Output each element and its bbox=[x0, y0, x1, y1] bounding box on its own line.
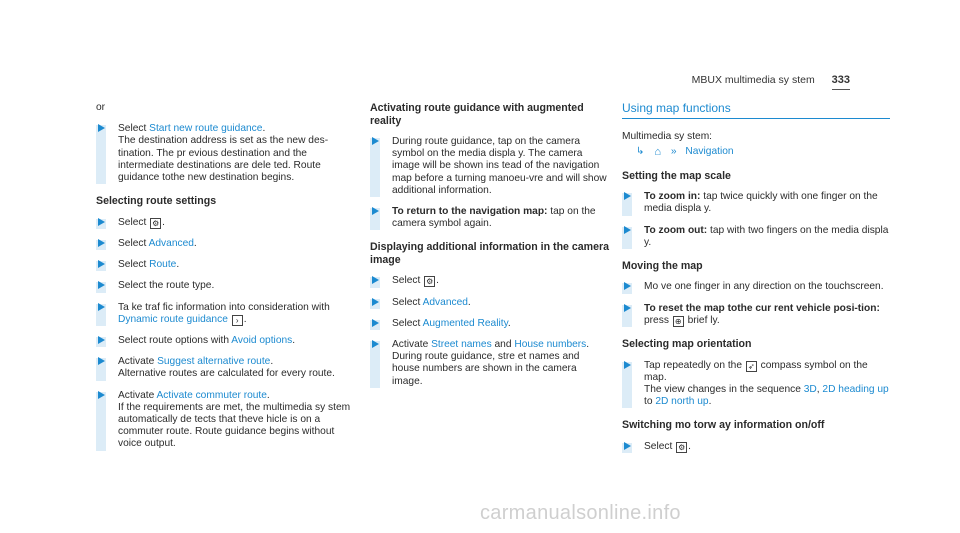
column-2 bbox=[370, 102, 610, 388]
heading-map-scale: Setting the map scale bbox=[622, 169, 731, 182]
route-link[interactable]: Route bbox=[149, 259, 177, 271]
step-zoom-in: To zoom in: tap twice quickly with one finger on the media displa y. bbox=[622, 191, 890, 215]
or-text: or bbox=[96, 102, 106, 113]
watermark: carmanualsonline.info bbox=[480, 502, 681, 524]
section-title: Using map functions bbox=[622, 102, 890, 119]
step-select-gear-3: Select ⚙ . bbox=[622, 441, 890, 453]
step-arrow-icon bbox=[372, 207, 379, 215]
view-2d-north-link[interactable]: 2D north up bbox=[655, 396, 709, 408]
heading-route-settings: Selecting route settings bbox=[96, 195, 217, 208]
step-arrow-icon bbox=[98, 239, 105, 247]
step-arrow-icon bbox=[624, 226, 631, 234]
step-zoom-out: To zoom out: tap with two fingers on the media displa y. bbox=[622, 225, 890, 249]
step-traffic: Ta ke traf fic information into consideration with Dynamic route guidance › . bbox=[96, 302, 358, 326]
column-1 bbox=[96, 102, 358, 451]
augmented-reality-link[interactable]: Augmented Reality bbox=[422, 317, 508, 329]
commuter-route-link[interactable]: Activate commuter route bbox=[156, 389, 267, 401]
step-arrow-icon bbox=[98, 303, 105, 311]
step-arrow-icon bbox=[98, 218, 105, 226]
step-move-map: Mo ve one finger in any direction on the touchscreen. bbox=[622, 281, 890, 293]
house-numbers-link[interactable]: House numbers bbox=[514, 339, 587, 351]
column-3 bbox=[622, 102, 890, 453]
step-camera: During route guidance, tap on the camera symbol on the media displa y. The camera image will be shown ins tead of the navigation map before a turning manoeu-vre and will show additional information. bbox=[370, 136, 610, 197]
intro-text: Multimedia sy stem: bbox=[622, 131, 713, 143]
step-select-advanced: Select Advanced. bbox=[96, 238, 358, 250]
step-arrow-icon bbox=[98, 357, 105, 365]
step-arrow-icon bbox=[624, 361, 631, 369]
step-arrow-icon bbox=[372, 298, 379, 306]
page-number: 333 bbox=[831, 74, 850, 86]
page-header bbox=[692, 74, 850, 86]
step-select-gear: Select ⚙ . bbox=[96, 217, 358, 229]
step-arrow-icon bbox=[98, 281, 105, 289]
step-arrow-icon bbox=[624, 442, 631, 450]
step-arrow-icon bbox=[372, 137, 379, 145]
alternative-route-link[interactable]: Suggest alternative route bbox=[157, 356, 271, 368]
step-return-map: To return to the navigation map: tap on the camera symbol again. bbox=[370, 206, 610, 230]
step-arrow-icon bbox=[98, 260, 105, 268]
step-arrow-icon bbox=[372, 319, 379, 327]
gear-icon[interactable]: ⚙ bbox=[678, 442, 686, 452]
advanced-link-2[interactable]: Advanced bbox=[422, 296, 468, 308]
heading-additional-info: Displaying additional information in the camera image bbox=[370, 241, 609, 266]
step-augmented-reality: Select Augmented Reality. bbox=[370, 318, 610, 330]
path-arrow-icon: ↳ bbox=[636, 146, 645, 158]
step-commuter-route: Activate Activate commuter route. If the requirements are met, the multimedia sy stem automatically de tects that theve hicle is on a commuter route. Route guidance begins without voice output. bbox=[96, 390, 358, 451]
step-arrow-icon bbox=[624, 282, 631, 290]
header-rule bbox=[832, 89, 850, 90]
double-chevron-icon: » bbox=[670, 146, 677, 158]
step-select-advanced-2: Select Advanced. bbox=[370, 297, 610, 309]
view-2d-heading-link[interactable]: 2D heading up bbox=[822, 383, 889, 395]
heading-augmented-reality: Activating route guidance with augmented reality bbox=[370, 102, 584, 127]
view-3d-link[interactable]: 3D bbox=[803, 383, 817, 395]
step-arrow-icon bbox=[624, 304, 631, 312]
heading-motorway-info: Switching mo torw ay information on/off bbox=[622, 419, 825, 432]
street-names-link[interactable]: Street names bbox=[431, 339, 492, 351]
step-arrow-icon bbox=[98, 391, 105, 399]
gear-icon[interactable]: ⚙ bbox=[152, 218, 160, 228]
heading-map-orientation: Selecting map orientation bbox=[622, 338, 752, 351]
menu-path bbox=[636, 146, 890, 158]
step-select-gear-2: Select ⚙ . bbox=[370, 275, 610, 287]
step-street-names: Activate Street names and House numbers. During route guidance, stre et names and house numbers are shown in the camera image. bbox=[370, 339, 610, 388]
step-arrow-icon bbox=[372, 340, 379, 348]
step-arrow-icon bbox=[98, 124, 105, 132]
step-select-route: Select Route. bbox=[96, 259, 358, 271]
target-icon[interactable]: ⊕ bbox=[673, 316, 684, 327]
step-arrow-icon bbox=[372, 276, 379, 284]
step-body: The destination address is set as the new des-tination. The pr evious destination and the intermediate destinations are dele ted. Route guidance tothe new destination begins. bbox=[118, 135, 329, 184]
step-start-route: Select Start new route guidance. The destination address is set as the new des-tination. The pr evious destination and the intermediate destinations are dele ted. Route guidance tothe new destination begins. bbox=[96, 123, 358, 184]
step-reset-map: To reset the map tothe cur rent vehicle posi-tion: press ⊕ brief ly. bbox=[622, 303, 890, 327]
start-route-link[interactable]: Start new route guidance bbox=[149, 123, 263, 135]
home-icon[interactable]: ⌂ bbox=[654, 146, 662, 159]
chevron-right-icon[interactable]: › bbox=[232, 315, 243, 326]
dynamic-route-link[interactable]: Dynamic route guidance bbox=[118, 313, 228, 325]
advanced-link[interactable]: Advanced bbox=[148, 237, 194, 249]
step-alternative-route: Activate Suggest alternative route. Alternative routes are calculated for every route. bbox=[96, 356, 358, 380]
compass-icon[interactable]: ➶ bbox=[746, 361, 757, 372]
step-arrow-icon bbox=[98, 336, 105, 344]
avoid-options-link[interactable]: Avoid options bbox=[231, 334, 293, 346]
step-avoid-options: Select route options with Avoid options. bbox=[96, 335, 358, 347]
step-route-type: Select the route type. bbox=[96, 280, 358, 292]
step-compass: Tap repeatedly on the ➶ compass symbol on the map. The view changes in the sequence 3D, 2D heading up to 2D north up. bbox=[622, 360, 890, 409]
header-title: MBUX multimedia sy stem bbox=[691, 74, 815, 86]
step-arrow-icon bbox=[624, 192, 631, 200]
heading-moving-map: Moving the map bbox=[622, 259, 703, 272]
navigation-link[interactable]: Navigation bbox=[685, 146, 734, 158]
gear-icon[interactable]: ⚙ bbox=[426, 277, 434, 287]
